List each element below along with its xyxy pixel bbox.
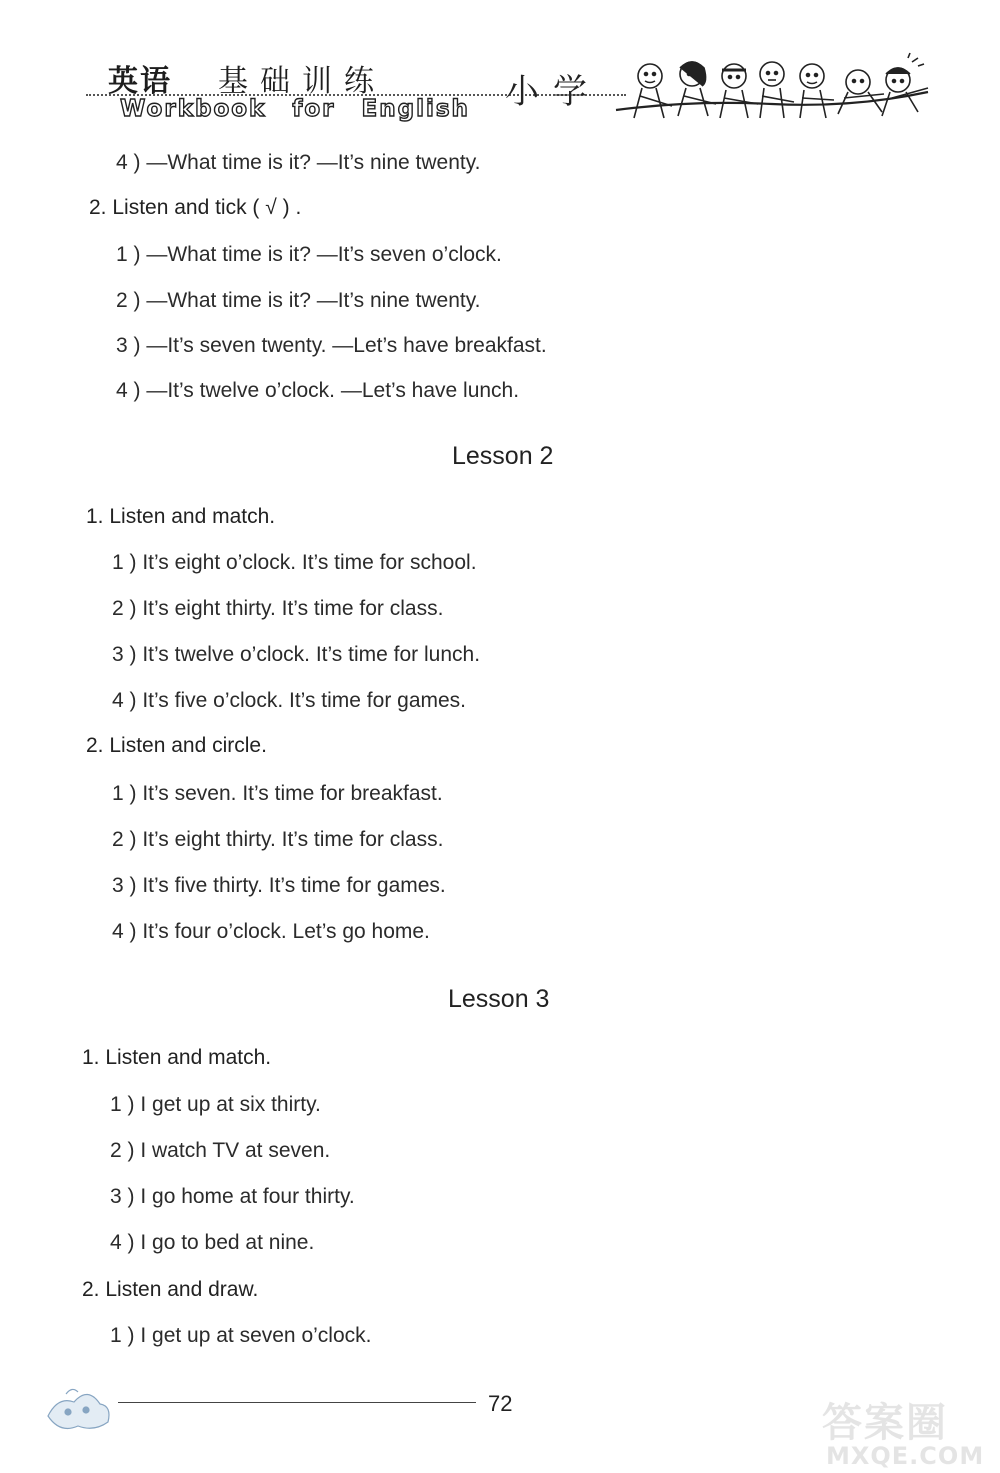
answer-line: 1 ) I get up at six thirty.	[110, 1093, 321, 1116]
answer-line: 4 ) It’s four o’clock. Let’s go home.	[112, 920, 430, 943]
header-title-bold: 英语	[108, 64, 172, 99]
answer-line: 3 ) It’s five thirty. It’s time for games.	[112, 874, 446, 897]
header-grade: 小学	[505, 72, 601, 112]
lesson-heading: Lesson 3	[448, 985, 550, 1013]
section-heading: 1. Listen and match.	[82, 1046, 272, 1069]
watermark-logo	[808, 1396, 994, 1468]
footer-rule	[118, 1402, 476, 1403]
answer-line: 2 ) It’s eight thirty. It’s time for class.	[112, 828, 444, 851]
answer-line: 3 ) —It’s seven twenty. —Let’s have breakfast.	[116, 334, 547, 357]
answer-line: 1 ) —What time is it? —It’s seven o’clock.	[116, 243, 502, 266]
answer-line: 2 ) —What time is it? —It’s nine twenty.	[116, 289, 481, 312]
answer-line: 1 ) I get up at seven o’clock.	[110, 1324, 372, 1347]
page-number: 72	[488, 1391, 513, 1416]
section-heading: 2. Listen and tick ( √ ) .	[89, 196, 302, 219]
watermark-url: MXQE.COM	[826, 1442, 985, 1468]
lesson-heading: Lesson 2	[452, 442, 554, 470]
section-heading: 2. Listen and circle.	[86, 734, 267, 757]
answer-line: 2 ) It’s eight thirty. It’s time for class.	[112, 597, 444, 620]
header-title-light: 基础训练	[218, 64, 386, 99]
answer-line: 3 ) It’s twelve o’clock. It’s time for lunch.	[112, 643, 481, 666]
section-heading: 2. Listen and draw.	[82, 1278, 259, 1301]
footer-decoration-icon	[38, 1376, 118, 1436]
watermark-main: 答案圈	[822, 1400, 948, 1446]
section-heading: 1. Listen and match.	[86, 505, 276, 528]
tug-of-war-illustration	[612, 52, 932, 124]
answer-line: 1 ) It’s eight o’clock. It’s time for school.	[112, 551, 477, 574]
header-subtitle-word: English	[361, 96, 470, 122]
header-subtitle	[120, 96, 496, 122]
header-subtitle-word: Workbook	[120, 96, 267, 122]
answer-line: 3 ) I go home at four thirty.	[110, 1185, 355, 1208]
answer-line: 2 ) I watch TV at seven.	[110, 1139, 331, 1162]
answer-line: 4 ) —What time is it? —It’s nine twenty.	[116, 151, 481, 174]
answer-line: 1 ) It’s seven. It’s time for breakfast.	[112, 782, 443, 805]
header-subtitle-word: for	[292, 96, 336, 122]
answer-line: 4 ) It’s five o’clock. It’s time for games.	[112, 689, 467, 712]
answer-line: 4 ) —It’s twelve o’clock. —Let’s have lunch.	[116, 379, 520, 402]
answer-line: 4 ) I go to bed at nine.	[110, 1231, 315, 1254]
